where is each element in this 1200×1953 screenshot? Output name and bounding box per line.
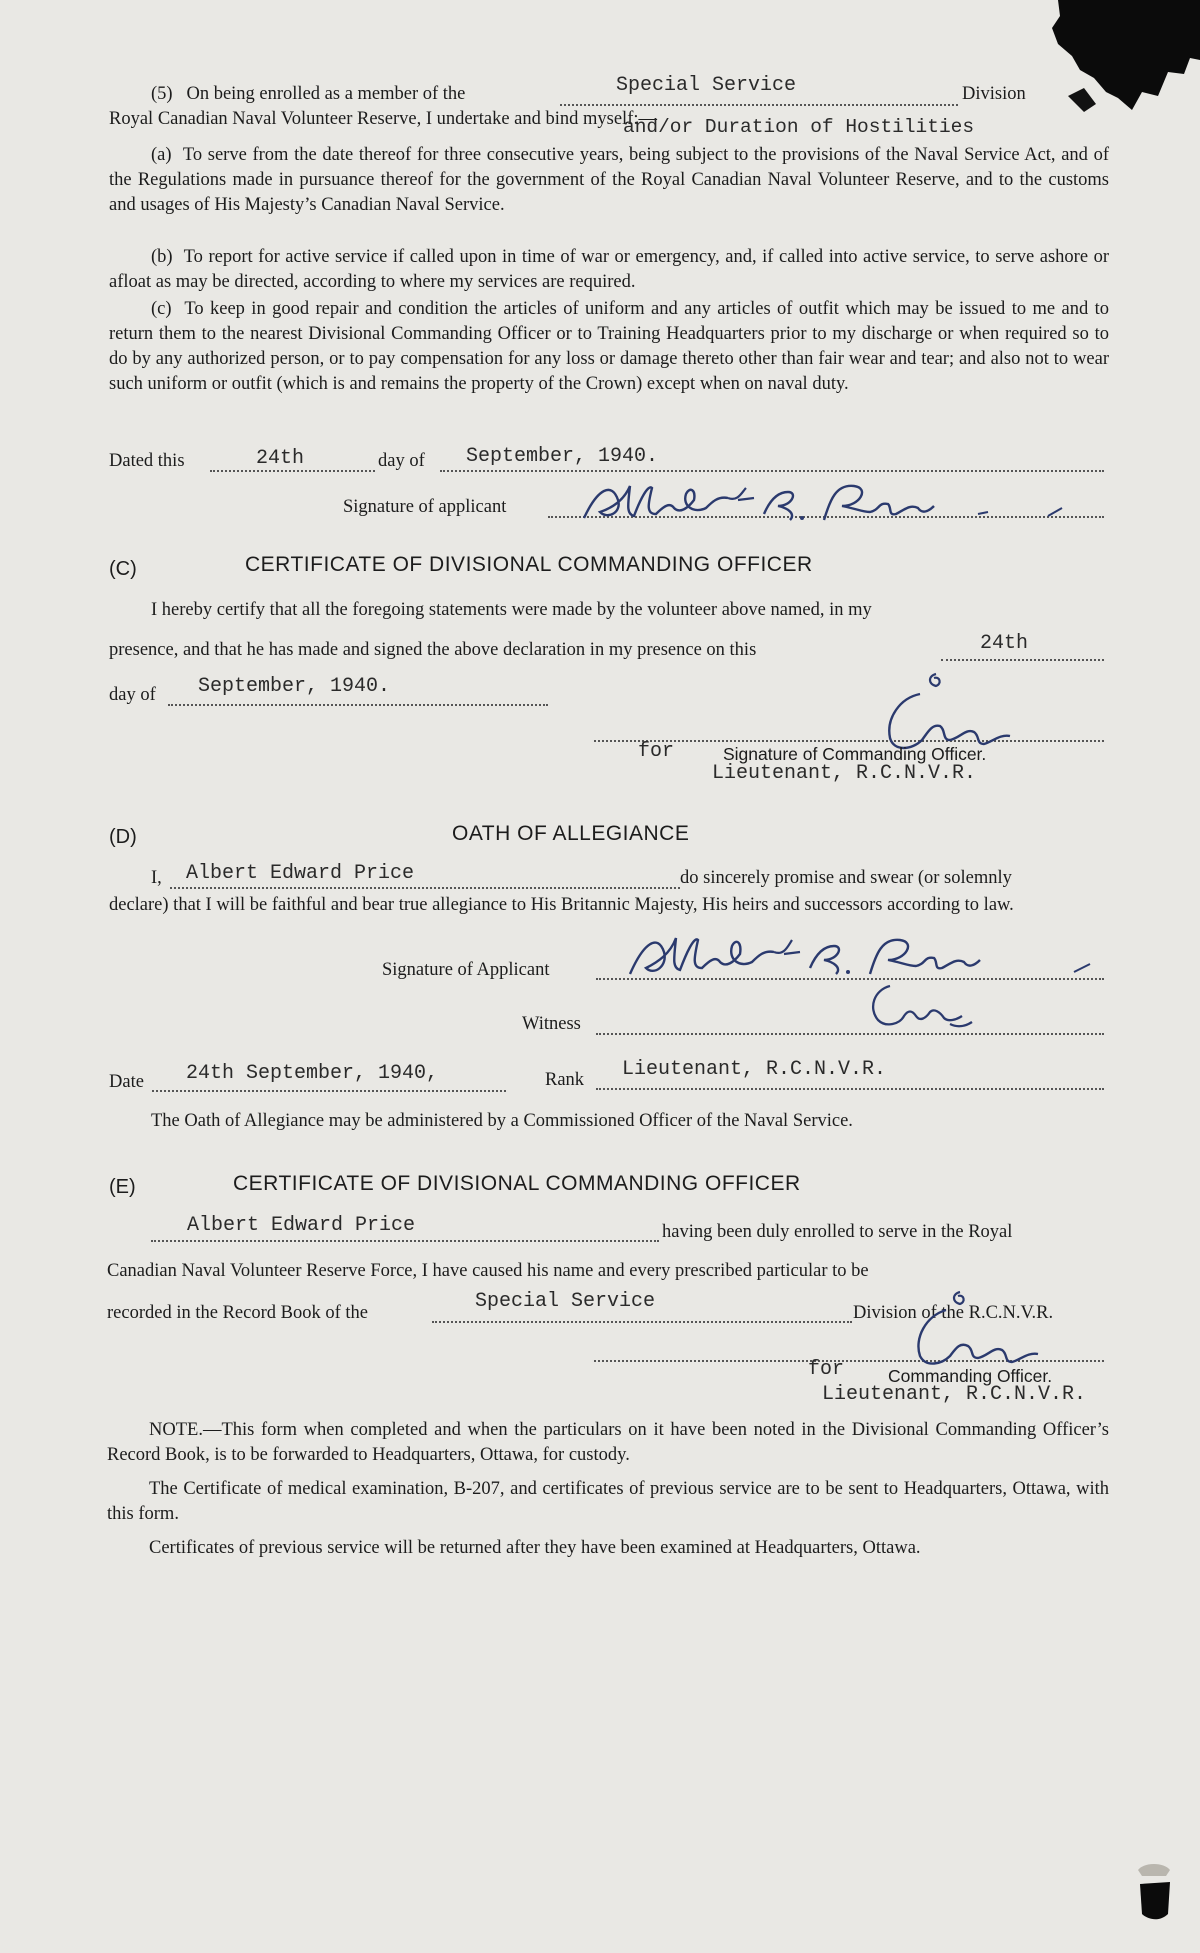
division-label: Division (962, 84, 1026, 104)
torn-corner (1040, 0, 1200, 150)
section-c-rank-typed: Lieutenant, R.C.N.V.R. (712, 762, 977, 785)
section-c-day-value: 24th (980, 632, 1029, 655)
section-e-name-line (151, 1240, 659, 1242)
section-e-division-line (432, 1321, 852, 1323)
section-d-signature-label: Signature of Applicant (382, 960, 550, 980)
section-e-text-4: Division of the R.C.N.V.R. (853, 1303, 1054, 1323)
clause-a: (a) To serve from the date thereof for three consecutive years, being subject to the provisions of the Naval Service Act, and of the Regulations made in pursuance thereof for the government of the Royal Canadian Naval Volunteer Reserve, and to the customs and usages of His Majesty’s Canadian Naval Service. (109, 145, 1109, 215)
section-e-name-value: Albert Edward Price (187, 1214, 416, 1237)
section-c-signature-caption: Signature of Commanding Officer. (723, 744, 987, 764)
section-e-signature-caption: Commanding Officer. (888, 1366, 1053, 1386)
section-d-witness-label: Witness (522, 1014, 581, 1034)
note-3: Certificates of previous service will be returned after they have been examined at Headquarters, Ottawa. (149, 1538, 921, 1558)
duration-of-hostilities-typed: and/or Duration of Hostilities (623, 116, 975, 138)
section-d-letter: (D) (109, 826, 137, 848)
section-e-division-value: Special Service (475, 1290, 656, 1313)
note-1: NOTE.—This form when completed and when the particulars on it have been noted in the Divisional Commanding Officer’s Record Book, is to be forwarded to Headquarters, Ottawa, for custody. (107, 1420, 1109, 1465)
section-e-text-3: recorded in the Record Book of the (107, 1303, 368, 1323)
section-d-note: The Oath of Allegiance may be administered by a Commissioned Officer of the Naval Service. (151, 1111, 853, 1131)
section-d-rank-value: Lieutenant, R.C.N.V.R. (622, 1058, 887, 1081)
section-d-rank-line (596, 1088, 1104, 1090)
section-d-text-1: do sincerely promise and swear (or solemnly (680, 868, 1012, 888)
section-e-text-1: having been duly enrolled to serve in the Royal (662, 1222, 1013, 1242)
applicant-signature (578, 478, 1108, 528)
section-d-text-2: declare) that I will be faithful and bear true allegiance to His Britannic Majesty, His heirs and successors according to law. (109, 895, 1014, 915)
section-c-text-1: I hereby certify that all the foregoing statements were made by the volunteer above named, in my (151, 600, 872, 620)
binding-punch-mark (1130, 1860, 1180, 1940)
clause-c: (c) To keep in good repair and condition the articles of uniform and any articles of outfit which may be issued to me and to return them to the nearest Divisional Commanding Officer or to Training Headquarters prior to my discharge or when required so to do by any authorized person, or to pay compensation for any loss or damage thereto other than fair wear and tear; and also not to wear such uniform or outfit (which is and remains the property of the Crown) except when on naval duty. (109, 299, 1109, 394)
section-d-date-value: 24th September, 1940, (186, 1062, 439, 1085)
section-c-month-line (168, 704, 548, 706)
section-c-dayof-label: day of (109, 685, 156, 705)
section5-intro-text: On being enrolled as a member of the (186, 84, 466, 104)
section-e-heading: CERTIFICATE OF DIVISIONAL COMMANDING OFFICER (233, 1172, 801, 1195)
section-e-rank-typed: Lieutenant, R.C.N.V.R. (822, 1383, 1087, 1406)
dated-month-line (440, 470, 1104, 472)
section-e-for-typed: for (808, 1358, 845, 1381)
section-d-i-label: I, (151, 868, 162, 888)
dated-month-value: September, 1940. (466, 445, 659, 468)
section5-number: (5) (151, 84, 173, 104)
witness-signature (850, 980, 1000, 1040)
section-c-day-line (941, 659, 1104, 661)
clause-b: (b) To report for active service if called upon in time of war or emergency, and, if called into active service, to serve ashore or afloat as may be directed, according to where my services are required. (109, 247, 1109, 292)
dated-day-value: 24th (256, 447, 305, 470)
section-d-applicant-signature (624, 928, 1114, 986)
division-field-line (560, 104, 958, 106)
section-d-heading: OATH OF ALLEGIANCE (452, 822, 690, 845)
section-d-date-line (152, 1090, 506, 1092)
undertake-line: Royal Canadian Naval Volunteer Reserve, I undertake and bind myself:— (109, 109, 657, 129)
section-d-name-line (170, 887, 680, 889)
dated-label: Dated this (109, 451, 185, 471)
section-d-date-label: Date (109, 1072, 144, 1092)
section-c-letter: (C) (109, 558, 137, 580)
section-e-letter: (E) (109, 1176, 136, 1198)
dated-day-line (210, 470, 375, 472)
section-c-text-2: presence, and that he has made and signed the above declaration in my presence on this (109, 640, 757, 660)
applicant-signature-label: Signature of applicant (343, 497, 507, 517)
section-c-month-value: September, 1940. (198, 675, 391, 698)
dated-dayof-label: day of (378, 451, 425, 471)
section-d-rank-label: Rank (545, 1070, 585, 1090)
section-d-name-value: Albert Edward Price (186, 862, 415, 885)
section-c-for-typed: for (638, 740, 675, 763)
division-typed-value: Special Service (616, 74, 797, 97)
section-e-text-2: Canadian Naval Volunteer Reserve Force, I have caused his name and every prescribed particular to be (107, 1261, 869, 1281)
note-2: The Certificate of medical examination, B-207, and certificates of previous service are to be sent to Headquarters, Ottawa, with this form. (107, 1479, 1109, 1524)
section-c-heading: CERTIFICATE OF DIVISIONAL COMMANDING OFFICER (245, 553, 813, 576)
